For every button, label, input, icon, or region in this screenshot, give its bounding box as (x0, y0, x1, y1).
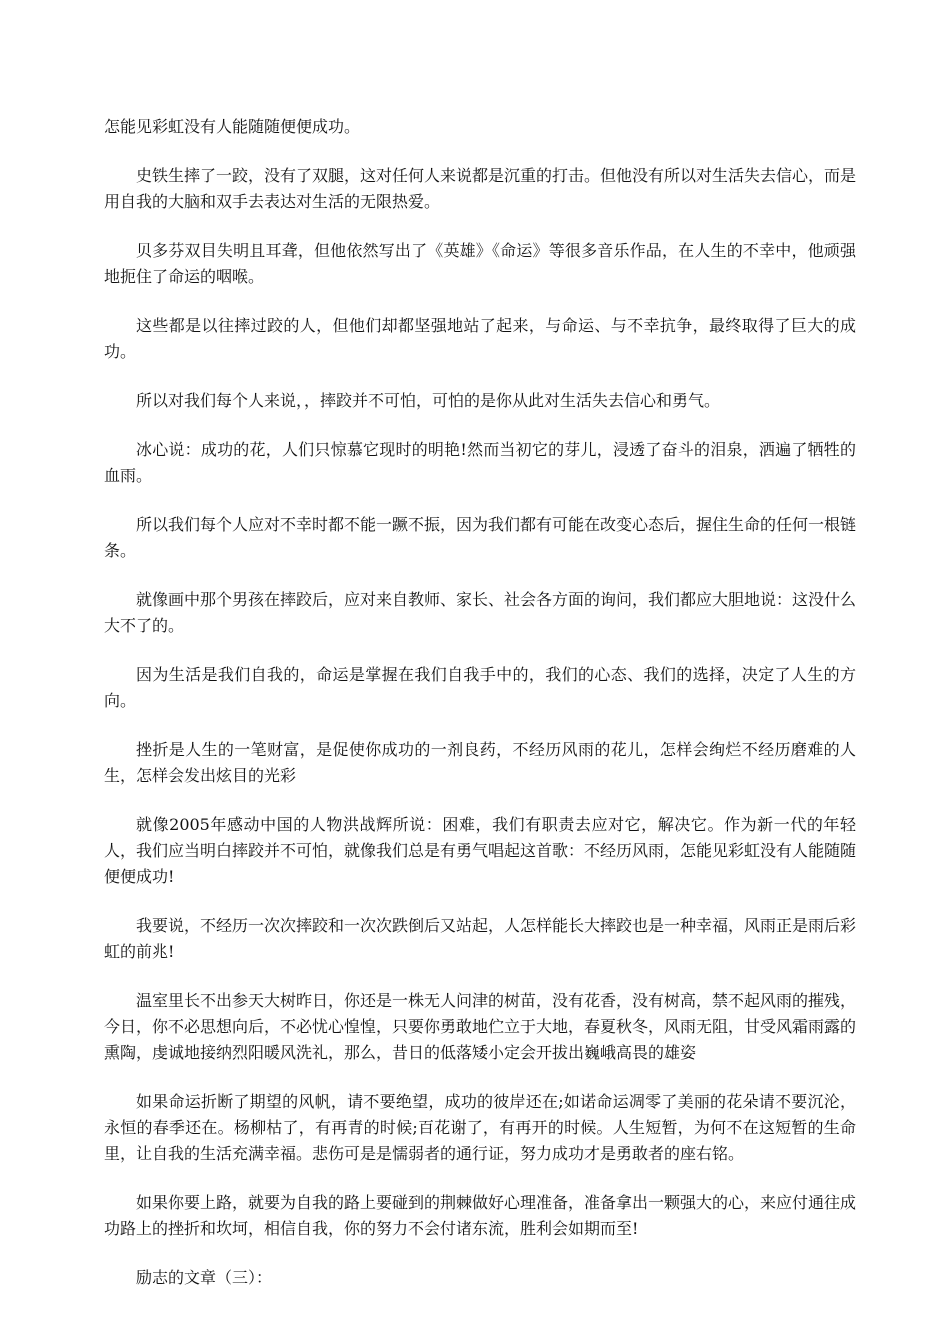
paragraph-11: 就像2005年感动中国的人物洪战辉所说：困难，我们有职责去应对它，解决它。作为新一代的年轻人，我们应当明白摔跤并不可怕，就像我们总是有勇气唱起这首歌：不经历风雨，怎能见彩虹没有人能随随便便成功! (104, 815, 857, 886)
paragraph-5: 所以对我们每个人来说，，摔跤并不可怕，可怕的是你从此对生活失去信心和勇气。 (136, 391, 721, 410)
paragraph-14: 如果命运折断了期望的风帆，请不要绝望，成功的彼岸还在;如诺命运凋零了美丽的花朵请不要沉沦，永恒的春季还在。杨柳枯了，有再青的时候;百花谢了，有再开的时候。人生短暂，为何不在这短暂的生命里，让自我的生活充满幸福。悲伤可是是懦弱者的通行证，努力成功才是勇敢者的座右铭。 (104, 1092, 856, 1163)
paragraph-15: 如果你要上路，就要为自我的路上要碰到的荆棘做好心理准备，准备拿出一颗强大的心，来应付通往成功路上的挫折和坎坷，相信自我，你的努力不会付诸东流，胜利会如期而至! (104, 1193, 857, 1238)
paragraph-4: 这些都是以往摔过跤的人，但他们却都坚强地站了起来，与命运、与不幸抗争，最终取得了巨大的成功。 (104, 316, 856, 361)
paragraph-12: 我要说，不经历一次次摔跤和一次次跌倒后又站起，人怎样能长大摔跤也是一种幸福，风雨正是雨后彩虹的前兆! (104, 916, 857, 961)
paragraph-3: 贝多芬双目失明且耳聋，但他依然写出了《英雄》《命运》等很多音乐作品，在人生的不幸中，他顽强地扼住了命运的咽喉。 (104, 241, 856, 286)
paragraph-10: 挫折是人生的一笔财富，是促使你成功的一剂良药，不经历风雨的花儿，怎样会绚烂不经历磨难的人生，怎样会发出炫目的光彩 (104, 740, 856, 785)
paragraph-9: 因为生活是我们自我的，命运是掌握在我们自我手中的，我们的心态、我们的选择，决定了人生的方向。 (104, 665, 856, 710)
paragraph-13: 温室里长不出参天大树昨日，你还是一株无人问津的树苗，没有花香，没有树高，禁不起风雨的摧残，今日，你不必思想向后，不必忧心惶惶，只要你勇敢地伫立于大地，春夏秋冬，风雨无阻，甘受风霜雨露的熏陶，虔诚地接纳烈阳暖风洗礼，那么，昔日的低落矮小定会开拔出巍峨高畏的雄姿 (104, 991, 857, 1062)
paragraph-7: 所以我们每个人应对不幸时都不能一蹶不振，因为我们都有可能在改变心态后，握住生命的任何一根链条。 (104, 515, 857, 560)
paragraph-8: 就像画中那个男孩在摔跤后，应对来自教师、家长、社会各方面的询问，我们都应大胆地说：这没什么大不了的。 (104, 590, 857, 635)
paragraph-2: 史铁生摔了一跤，没有了双腿，这对任何人来说都是沉重的打击。但他没有所以对生活失去信心，而是用自我的大脑和双手去表达对生活的无限热爱。 (104, 166, 857, 211)
section-heading: 励志的文章（三）： (136, 1268, 273, 1287)
paragraph-1: 怎能见彩虹没有人能随随便便成功。 (104, 117, 361, 136)
document-body (104, 114, 856, 1314)
paragraph-6: 冰心说：成功的花，人们只惊慕它现时的明艳!然而当初它的芽儿，浸透了奋斗的泪泉，洒遍了牺牲的血雨。 (104, 440, 856, 485)
